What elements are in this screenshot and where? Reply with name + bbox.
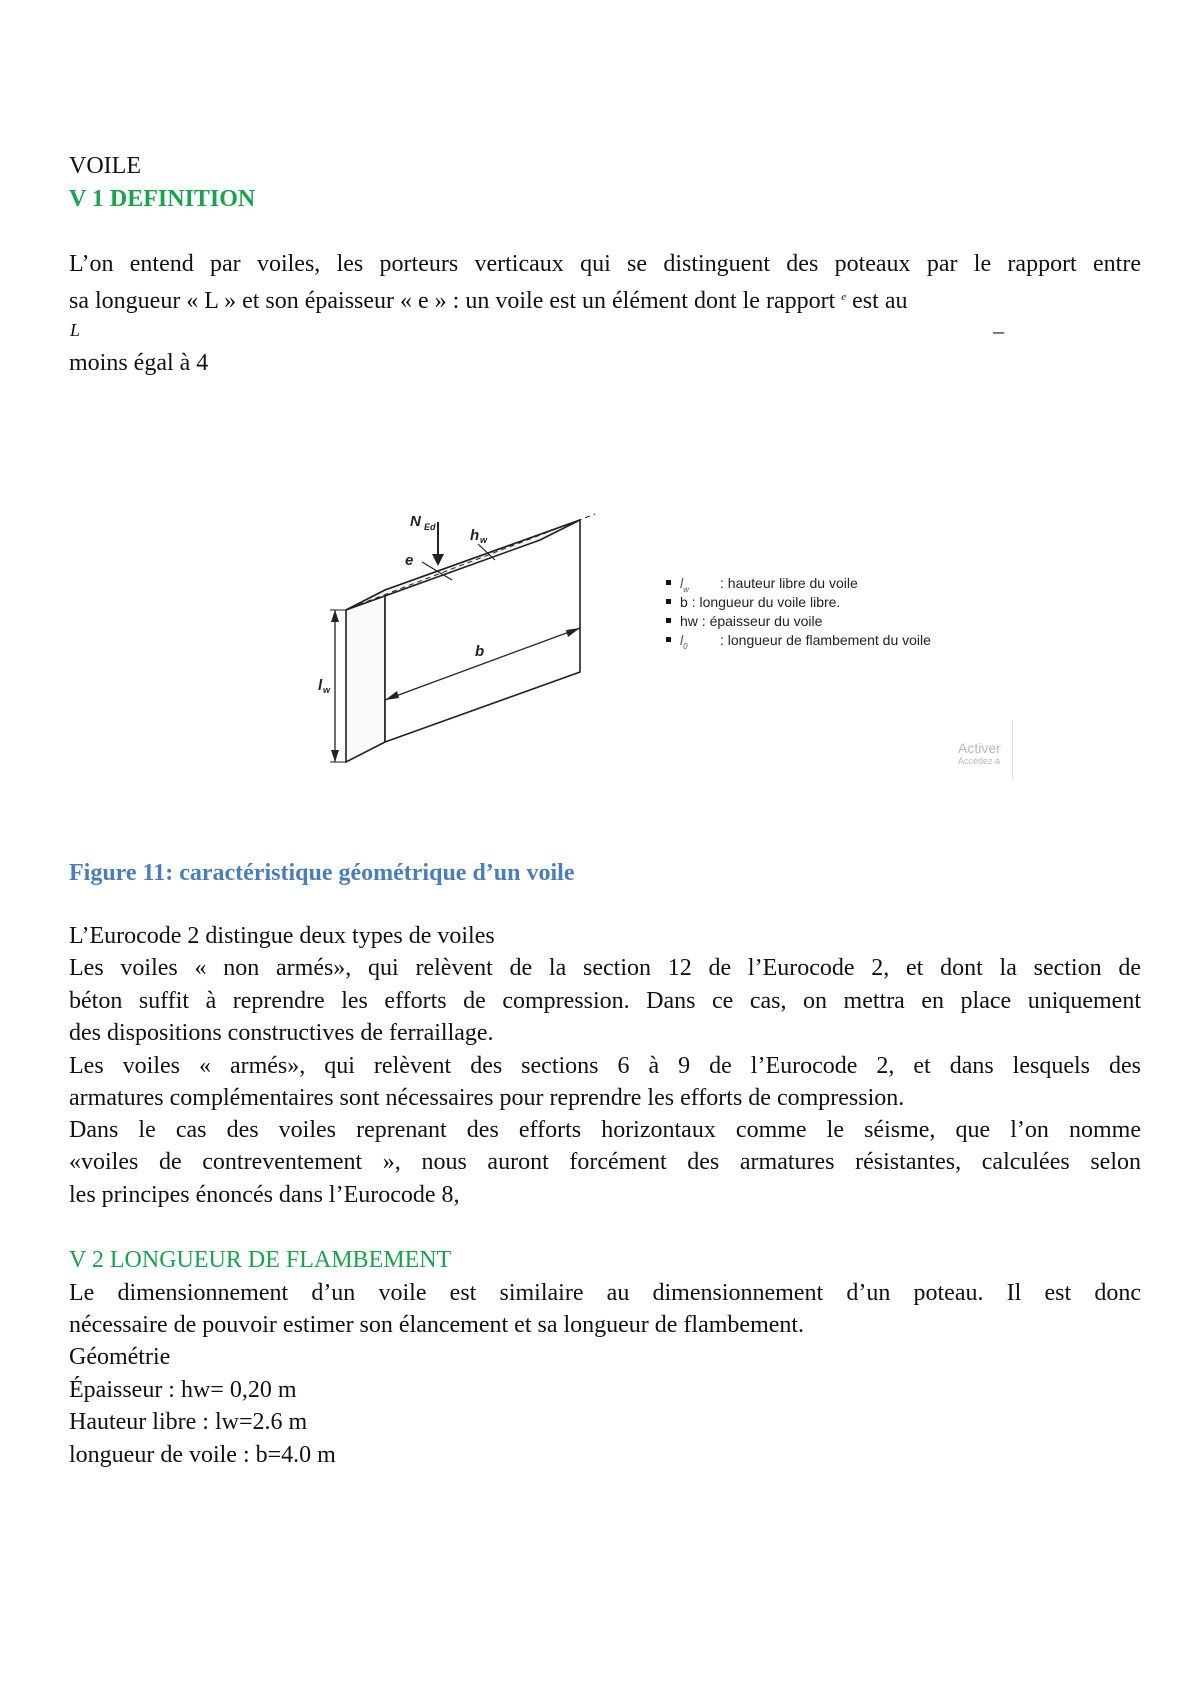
fraction-bar: – bbox=[993, 318, 1004, 343]
section-2-heading: V 2 LONGUEUR DE FLAMBEMENT bbox=[69, 1247, 452, 1273]
body-paragraph-2-line-2: béton suffit à reprendre les efforts de compression. Dans ce cas, on mettra en place uniquement bbox=[69, 988, 1141, 1014]
legend-item: $l_0$ : longueur de flambement du voile bbox=[680, 632, 931, 651]
label-eccentricity: e bbox=[405, 552, 414, 569]
legend-symbol: $l_w$ bbox=[680, 575, 689, 594]
figure-legend bbox=[680, 575, 931, 651]
section-2-line-1: Le dimensionnement d’un voile est similaire au dimensionnement d’un poteau. Il est donc bbox=[69, 1280, 1141, 1306]
definition-line-2-end: est au bbox=[852, 288, 908, 314]
body-paragraph-3-line-1: Les voiles « armés», qui relèvent des sections 6 à 9 de l’Eurocode 2, et dans lesquels des bbox=[69, 1053, 1141, 1079]
label-height-sub: w bbox=[323, 685, 331, 695]
watermark-divider bbox=[1012, 720, 1013, 780]
geometry-thickness: Épaisseur : hw= 0,20 m bbox=[69, 1377, 297, 1403]
label-height: l bbox=[318, 677, 323, 694]
figure-caption: Figure 11: caractéristique géométrique d’un voile bbox=[69, 860, 575, 886]
definition-line-1: L’on entend par voiles, les porteurs verticaux qui se distinguent des poteaux par le rapport entre bbox=[69, 251, 1141, 277]
label-thickness: h bbox=[470, 527, 480, 544]
body-paragraph-1: L’Eurocode 2 distingue deux types de voiles bbox=[69, 923, 495, 949]
wall-long-face bbox=[385, 520, 580, 742]
body-paragraph-4-line-2: «voiles de contreventement », nous auront forcément des armatures résistantes, calculées selon bbox=[69, 1149, 1141, 1175]
geometry-title: Géométrie bbox=[69, 1344, 171, 1370]
label-force: N bbox=[410, 513, 421, 530]
definition-line-2-text: sa longueur « L » et son épaisseur « e » : un voile est un élément dont le rapport bbox=[69, 288, 836, 314]
label-force-sub: Ed bbox=[424, 522, 436, 532]
body-paragraph-3-line-2: armatures complémentaires sont nécessaires pour reprendre les efforts de compression. bbox=[69, 1085, 905, 1111]
body-paragraph-2-line-1: Les voiles « non armés», qui relèvent de la section 12 de l’Eurocode 2, et dont la section de bbox=[69, 955, 1141, 981]
legend-item: $l_w$ : hauteur libre du voile bbox=[680, 575, 931, 594]
activation-watermark: Activer Accédez à bbox=[958, 740, 1001, 766]
body-paragraph-2-line-3: des dispositions constructives de ferraillage. bbox=[69, 1020, 494, 1046]
label-thickness-sub: w bbox=[480, 535, 488, 545]
legend-symbol: $l_0$ bbox=[680, 632, 688, 651]
ratio-numerator: e bbox=[841, 291, 847, 303]
document-title: VOILE bbox=[69, 153, 141, 179]
section-1-heading: V 1 DEFINITION bbox=[69, 186, 256, 212]
body-paragraph-4-line-3: les principes énoncés dans l’Eurocode 8, bbox=[69, 1182, 460, 1208]
legend-item: hw : épaisseur du voile bbox=[680, 613, 931, 632]
label-length: b bbox=[475, 643, 485, 660]
ratio-denominator: L bbox=[70, 320, 81, 340]
geometry-length: longueur de voile : b=4.0 m bbox=[69, 1442, 336, 1468]
wall-front-face bbox=[346, 590, 385, 762]
geometry-height: Hauteur libre : lw=2.6 m bbox=[69, 1409, 308, 1435]
definition-line-2 bbox=[69, 281, 907, 317]
section-2-line-2: nécessaire de pouvoir estimer son élancement et sa longueur de flambement. bbox=[69, 1312, 805, 1338]
legend-item: b : longueur du voile libre. bbox=[680, 594, 931, 613]
definition-line-3: moins égal à 4 bbox=[69, 350, 209, 376]
body-paragraph-4-line-1: Dans le cas des voiles reprenant des efforts horizontaux comme le séisme, que l’on nomme bbox=[69, 1117, 1141, 1143]
